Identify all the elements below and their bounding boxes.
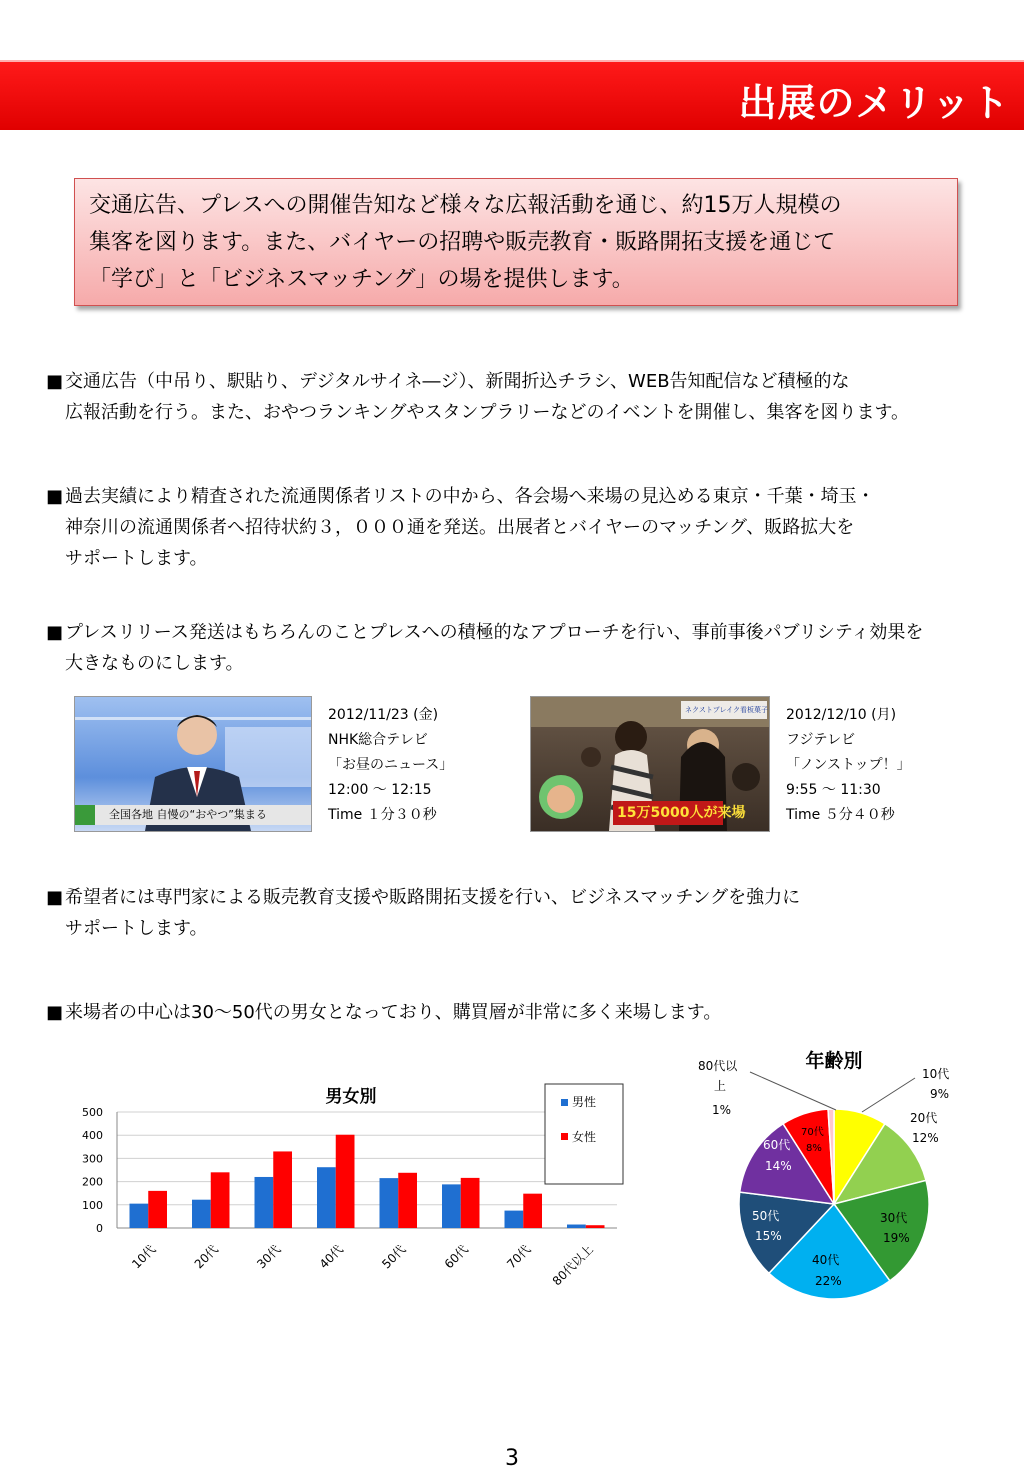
photo-caption: 15万5000人が来場 [617,805,746,821]
y-tick-label: 500 [82,1106,103,1119]
broadcast-program: 「ノンストップ！」 [786,757,911,773]
y-tick-label: 100 [82,1198,103,1212]
slice-label-30s: 30代 [880,1211,908,1225]
bar-male [130,1204,149,1228]
header-bar [0,60,1024,130]
pie-chart-title: 年齢別 [805,1050,863,1072]
bullet-line: 希望者には専門家による販売教育支援や販路開拓支援を行い、ビジネスマッチングを強力に [65,887,801,908]
bar-male [505,1211,524,1228]
bullet-visitors [46,997,976,1028]
broadcast-date: 2012/12/10 (月) [786,707,897,723]
bullet-line: 大きなものにします。 [65,653,244,674]
bullet-mark: ■ [46,486,64,507]
bullet-invitations [46,481,976,574]
bar-female [148,1191,167,1228]
x-tick-label: 60代 [441,1242,471,1272]
x-tick-label: 70代 [504,1242,534,1272]
slice-percent-10s: 9% [930,1087,950,1101]
x-tick-label: 20代 [191,1242,221,1272]
bar-female [273,1151,292,1228]
bar-female [336,1135,355,1228]
intro-line: 「学び」と「ビジネスマッチング」の場を提供します。 [89,267,634,292]
leader-line [862,1078,915,1112]
y-tick-label: 400 [82,1129,103,1143]
fuji-tv-photo [530,696,770,832]
y-tick-label: 200 [82,1175,103,1189]
slice-label-80s: 80代以 [698,1059,738,1073]
bar-male [317,1167,336,1228]
y-tick-label: 0 [96,1222,103,1235]
media-info-fuji [786,703,911,828]
slice-percent-50s: 15% [755,1229,782,1243]
slice-percent-20s: 12% [912,1131,939,1145]
slice-percent-60s: 14% [765,1159,792,1173]
bar-female [211,1172,230,1228]
intro-box [74,178,958,306]
age-pie-chart [680,1040,970,1310]
slice-percent-40s: 22% [815,1274,842,1288]
bar-female [398,1173,417,1228]
bar-male [255,1177,274,1228]
broadcast-station: フジテレビ [786,732,856,748]
bullet-line: 神奈川の流通関係者へ招待状約３，０００通を発送。出展者とバイヤーのマッチング、販路拡大を [65,517,855,538]
slice-label-60s: 60代 [763,1138,791,1152]
intro-line: 交通広告、プレスへの開催告知など様々な広報活動を通じ、約15万人規模の [89,193,842,218]
bullet-advertising [46,366,976,428]
bullet-line: 交通広告（中吊り、駅貼り、デジタルサイネ―ジ）、新聞折込チラシ、WEB告知配信など積極的な [65,371,850,392]
nhk-news-photo [74,696,312,832]
bar-chart-title: 男女別 [325,1087,377,1107]
bar-male [567,1225,586,1228]
x-tick-label: 30代 [254,1242,284,1272]
slice-label-20s: 20代 [910,1111,938,1125]
legend-label-male: 男性 [572,1095,597,1109]
page-title: 出展のメリット [738,81,1010,125]
slice-label-80s-cont: 上 [714,1079,727,1093]
slice-percent-80s: 1% [712,1103,732,1117]
bar-female [586,1225,605,1228]
bar-male [192,1200,211,1228]
legend-label-female: 女性 [572,1130,597,1144]
slice-percent-30s: 19% [883,1231,910,1245]
x-tick-label: 50代 [379,1242,409,1272]
bullet-mark: ■ [46,887,64,908]
bullet-mark: ■ [46,371,64,392]
bullet-line: サポートします。 [65,548,208,569]
y-tick-label: 300 [82,1152,103,1166]
broadcast-station: NHK総合テレビ [328,732,428,748]
bullet-line: プレスリリース発送はもちろんのことプレスへの積極的なアプローチを行い、事前事後パブリシティ効果を [65,622,924,643]
broadcast-time: 12:00 ～ 12:15 [328,782,432,798]
bar-female [523,1194,542,1228]
slice-label-50s: 50代 [752,1209,780,1223]
bullet-mark: ■ [46,622,64,643]
bar-female [461,1178,480,1228]
broadcast-time: 9:55 ～ 11:30 [786,782,881,798]
bullet-line: サポートします。 [65,918,208,939]
bar-male [380,1178,399,1228]
bullet-support [46,882,976,944]
legend-swatch-male [561,1099,568,1106]
bullet-line: 広報活動を行う。また、おやつランキングやスタンプラリーなどのイベントを開催し、集客を図ります。 [65,402,910,423]
slice-label-10s: 10代 [922,1067,950,1081]
x-tick-label: 80代以上 [549,1242,596,1289]
photo-badge: ネクストブレイク看板菓子 [685,706,768,714]
photo-caption: 全国各地 自慢の“おやつ”集まる [109,808,267,821]
x-tick-label: 10代 [129,1242,159,1272]
bullet-line: 来場者の中心は30～50代の男女となっており、購買層が非常に多く来場します。 [65,1002,722,1023]
bullet-line: 過去実績により精査された流通関係者リストの中から、各会場へ来場の見込める東京・千葉・埼玉・ [65,486,875,507]
legend-swatch-female [561,1133,568,1140]
media-info-nhk [328,703,453,828]
broadcast-date: 2012/11/23 (金) [328,707,439,723]
bar-male [442,1184,461,1228]
broadcast-program: 「お昼のニュース」 [328,757,454,773]
bullet-press [46,617,976,679]
leader-line [750,1072,836,1110]
bullet-mark: ■ [46,1002,64,1023]
slice-label-40s: 40代 [812,1253,840,1267]
slice-label-70s: 70代 [801,1127,824,1138]
gender-bar-chart [70,1076,630,1316]
intro-line: 集客を図ります。また、バイヤーの招聘や販売教育・販路開拓支援を通じて [89,230,836,255]
broadcast-duration: Time １分３０秒 [328,807,437,823]
slice-percent-70s: 8% [806,1143,822,1154]
broadcast-duration: Time ５分４０秒 [786,807,895,823]
x-tick-label: 40代 [316,1242,346,1272]
page-number: 3 [505,1446,519,1471]
